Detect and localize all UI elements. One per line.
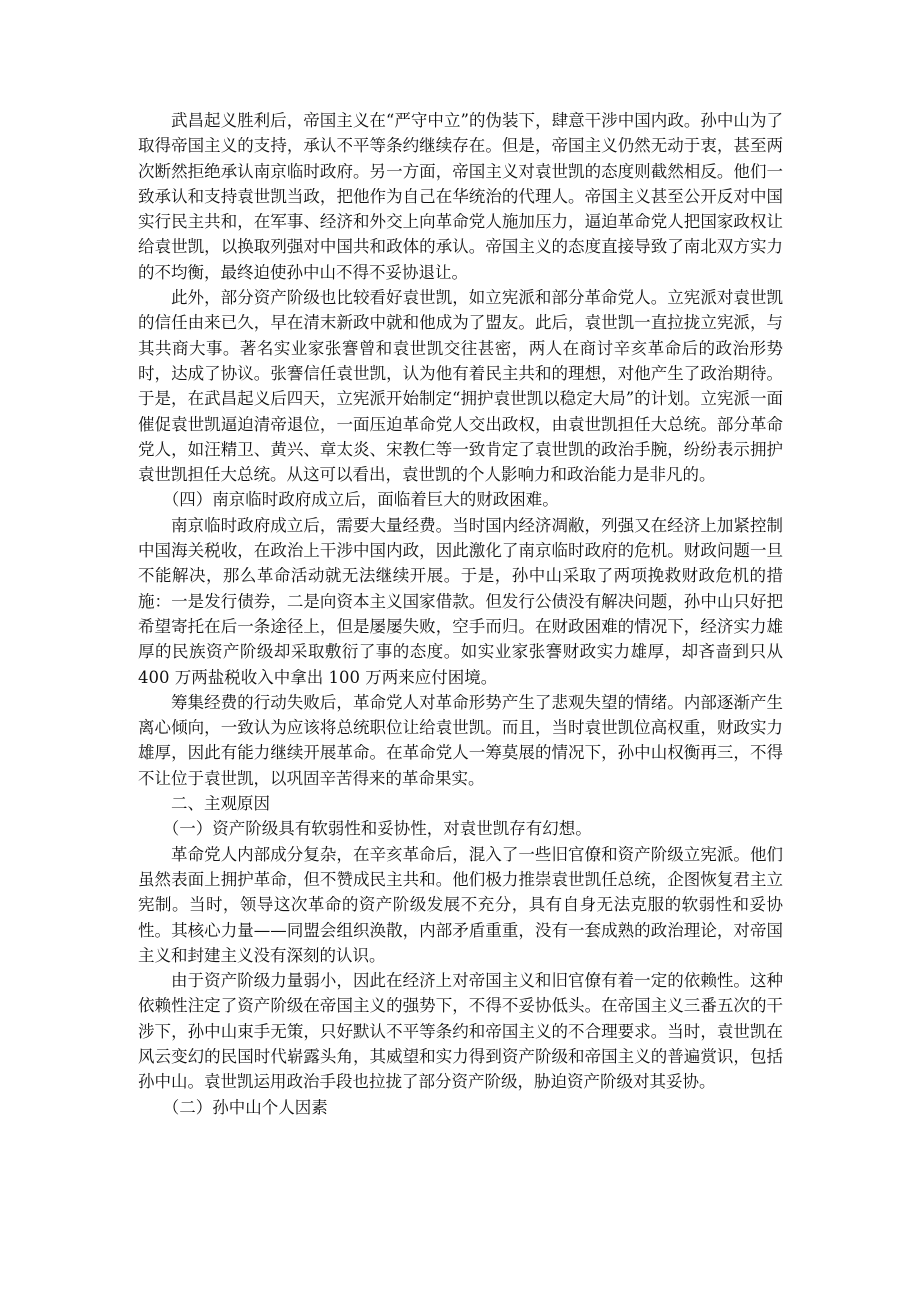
paragraph-party-composition: 革命党人内部成分复杂，在辛亥革命后，混入了一些旧官僚和资产阶级立宪派。他们虽然表面上拥护革命，但不赞成民主共和。他们极力推崇袁世凯任总统，企图恢复君主立宪制。当时，领导这次革命的资产阶级发展不充分，具有自身无法克服的软弱性和妥协性。其核心力量——同盟会组织涣散，内部矛盾重重，没有一套成熟的政治理论，对帝国主义和封建主义没有深刻的认识。 <box>138 844 783 965</box>
section-heading-sun-yatsen-factors: （二）孙中山个人因素 <box>162 1097 328 1117</box>
paragraph-nanjing-funding: 南京临时政府成立后，需要大量经费。当时国内经济凋敝，列强又在经济上加紧控制中国海关税收，在政治上干涉中国内政，因此激化了南京临时政府的危机。财政问题一旦不能解决，那么革命活动就无法继续开展。于是，孙中山采取了两项挽救财政危机的措施：一是发行债券，二是向资本主义国家借款。但发行公债没有解决问题，孙中山只好把希望寄托在后一条途径上，但是屡屡失败，空手而归。在财政困难的情况下，经济实力雄厚的民族资产阶级却采取敷衍了事的态度。如实业家张謇财政实力雄厚，却吝啬到只从 400 万两盐税收入中拿出 100 万两来应付困境。 <box>138 515 783 687</box>
section-heading-bourgeois-weakness: （一）资产阶级具有软弱性和妥协性，对袁世凯存有幻想。 <box>162 819 592 839</box>
paragraph-wuchang-uprising: 武昌起义胜利后，帝国主义在“严守中立”的伪装下，肆意干涉中国内政。孙中山为了取得帝国主义的支持，承认不平等条约继续存在。但是，帝国主义仍然无动于衷，甚至两次断然拒绝承认南京临时政府。另一方面，帝国主义对袁世凯的态度则截然相反。他们一致承认和支持袁世凯当政，把他作为自己在华统治的代理人。帝国主义甚至公开反对中国实行民主共和，在军事、经济和外交上向革命党人施加压力，逼迫革命党人把国家政权让给袁世凯，以换取列强对中国共和政体的承认。帝国主义的态度直接导致了南北双方实力的不均衡，最终迫使孙中山不得不妥协退让。 <box>138 111 783 282</box>
paragraph-economic-dependence: 由于资产阶级力量弱小，因此在经济上对帝国主义和旧官僚有着一定的依赖性。这种依赖性注定了资产阶级在帝国主义的强势下，不得不妥协低头。在帝国主义三番五次的干涉下，孙中山束手无策，只好默认不平等条约和帝国主义的不合理要求。当时，袁世凯在风云变幻的民国时代崭露头角，其威望和实力得到资产阶级和帝国主义的普遍赏识，包括孙中山。袁世凯运用政治手段也拉拢了部分资产阶级，胁迫资产阶级对其妥协。 <box>138 971 783 1092</box>
paragraph-fundraising-failure: 筹集经费的行动失败后，革命党人对革命形势产生了悲观失望的情绪。内部逐渐产生离心倾向，一致认为应该将总统职位让给袁世凯。而且，当时袁世凯位高权重，财政实力雄厚，因此有能力继续开展革命。在革命党人一筹莫展的情况下，孙中山权衡再三，不得不让位于袁世凯，以巩固辛苦得来的革命果实。 <box>138 692 783 788</box>
paragraph-bourgeoisie-support: 此外，部分资产阶级也比较看好袁世凯，如立宪派和部分革命党人。立宪派对袁世凯的信任由来已久，早在清末新政中就和他成为了盟友。此后，袁世凯一直拉拢立宪派，与其共商大事。著名实业家张謇曾和袁世凯交往甚密，两人在商讨辛亥革命后的政治形势时，达成了协议。张謇信任袁世凯，认为他有着民主共和的理想，对他产生了政治期待。于是，在武昌起义后四天，立宪派开始制定“拥护袁世凯以稳定大局”的计划。立宪派一面催促袁世凯逼迫清帝退位，一面压迫革命党人交出政权，由袁世凯担任大总统。部分革命党人，如汪精卫、黄兴、章太炎、宋教仁等一致肯定了袁世凯的政治手腕，纷纷表示拥护袁世凯担任大总统。从这可以看出，袁世凯的个人影响力和政治能力是非凡的。 <box>138 288 783 485</box>
section-heading-subjective-reasons: 二、主观原因 <box>171 794 270 814</box>
document-page <box>138 108 783 1120</box>
section-heading-financial-difficulty: （四）南京临时政府成立后，面临着巨大的财政困难。 <box>162 490 559 510</box>
